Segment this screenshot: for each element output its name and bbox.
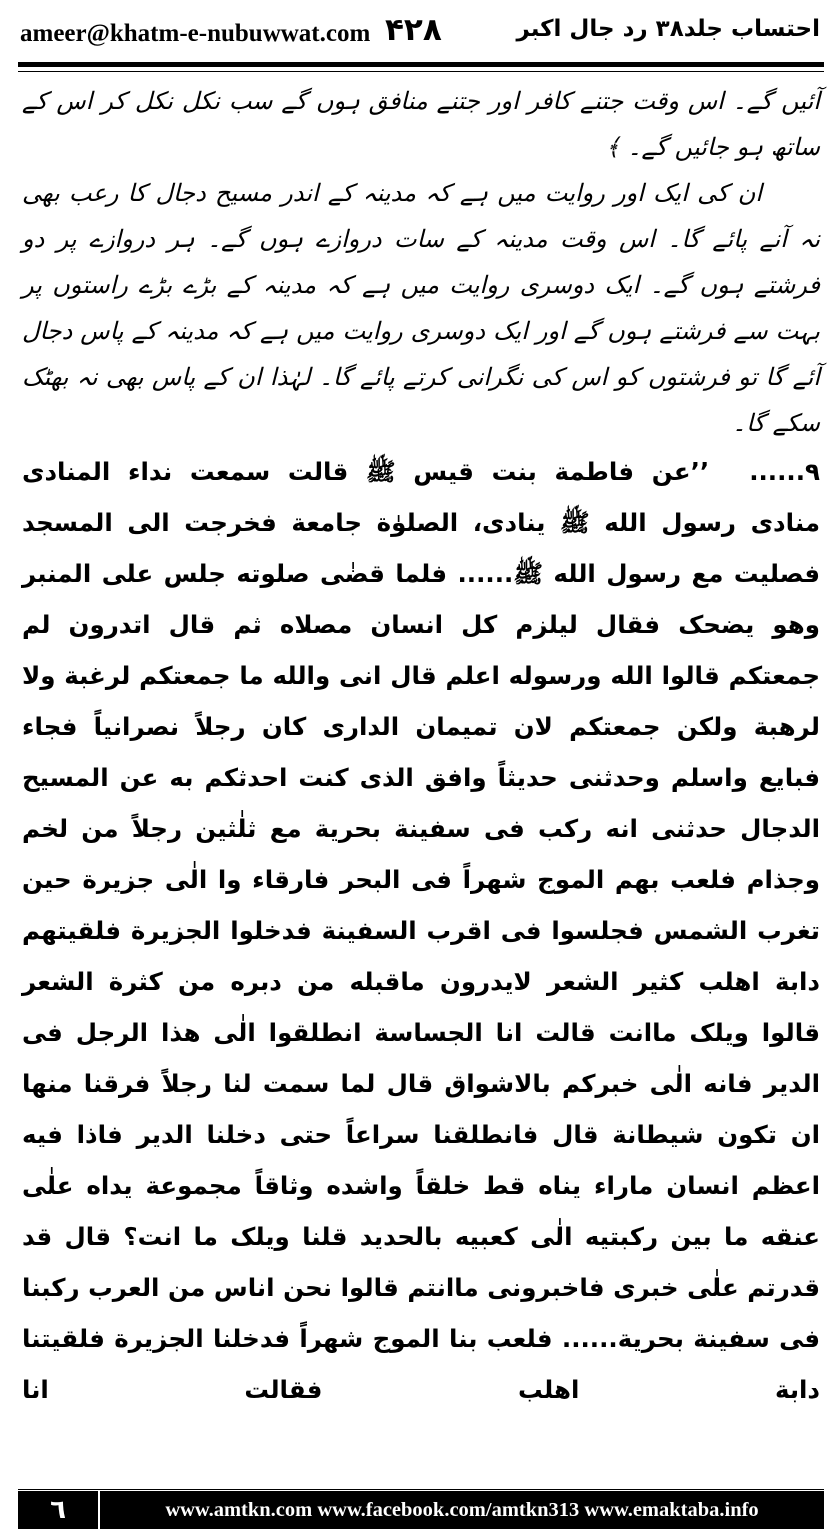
hadith-text: ’’عن فاطمة بنت قيس ﷺ قالت سمعت نداء المنادى منادى رسول الله ﷺ ينادى، الصلوٰة جامعة فخرجت الى المسجد فصليت مع رسول الله ﷺ...... فلما قضٰى صلوته جلس على المنبر وهو يضحک فقال ليلزم كل انسان مصلاه ثم قال اتدرون لم جمعتكم قالوا الله ورسوله اعلم قال انى والله ما جمعتكم لرغبة ولا لرهبة ولكن جمعتكم لان تميمان الدارى كان رجلاً نصرانياً فجاء فبايع واسلم وحدثنى حديثاً وافق الذى كنت احدثكم به عن المسيح الدجال حدثنى انه ركب فى سفينة بحرية مع ثلٰثين رجلاً من لخم وجذام فلعب بهم الموج شهراً فى البحر فارقاء وا الٰى جزيرة حين تغرب الشمس فجلسوا فى اقرب السفينة فدخلوا الجزيرة فلقيتهم دابة اهلب كثير الشعر لايدرون ماقبله من دبره من كثرة الشعر قالوا ويلک ماانت قالت انا الجساسة انطلقوا الٰى هذا الرجل فى الدير فانه الٰى خبركم بالاشواق قال لما سمت لنا رجلاً فرقنا منها ان تكون شيطانة قال فانطلقنا سراعاً حتى دخلنا الدير فاذا فيه اعظم انسان ماراء يناه قط خلقاً واشده وثاقاً مجموعة يداه علٰى عنقه ما بين ركبتيه الٰى كعبيه بالحديد قلنا ويلک ما انت؟ قال قد قدرتم علٰى خبرى فاخبرونى ماانتم قالوا نحن اناس من العرب ركبنا فى سفينة بحرية...... فلعب بنا الموج شهراً فدخلنا الجزيرة فلقيتنا دابة اهلب فقالت انا <box>22 457 820 1404</box>
arabic-hadith-block <box>22 446 820 1415</box>
footer-page-label: ٦ <box>18 1491 98 1529</box>
urdu-paragraph-1: آئیں گے۔ اس وقت جتنے کافر اور جتنے منافق ہوں گے سب نکل نکل کر اس کے ساتھ ہو جائیں گے۔ ﴾ <box>22 87 820 161</box>
hadith-number: ۹...... <box>749 457 820 486</box>
header-email: ameer@khatm-e-nubuwwat.com <box>20 20 371 47</box>
urdu-paragraph-2: ان کی ایک اور روایت میں ہے کہ مدینہ کے اندر مسیح دجال کا رعب بھی نہ آنے پائے گا۔ اس وقت مدینہ کے سات دروازے ہوں گے۔ ہر دروازے پر دو فرشتے ہوں گے۔ ایک دوسری روایت میں ہے کہ مدینہ کے بڑے بڑے راستوں پر بہت سے فرشتے ہوں گے اور ایک دوسری روایت میں ہے کہ مدینہ کے پاس دجال آئے گا تو فرشتوں کو اس کی نگرانی کرتے پائے گا۔ لہٰذا ان کے پاس بھی نہ بھٹک سکے گا۔ <box>22 179 820 437</box>
page-header <box>0 0 840 66</box>
footer-rule <box>18 1489 824 1490</box>
header-book-title: احتساب جلد۳۸ رد جال اکبر <box>516 16 820 42</box>
page-body <box>22 78 820 1458</box>
header-rule-thin <box>18 71 824 72</box>
header-rule-thick <box>18 62 824 67</box>
header-page-number: ۴۲۸ <box>385 12 442 48</box>
footer-website-links: www.amtkn.com www.facebook.com/amtkn313 www.emaktaba.info <box>100 1491 824 1529</box>
